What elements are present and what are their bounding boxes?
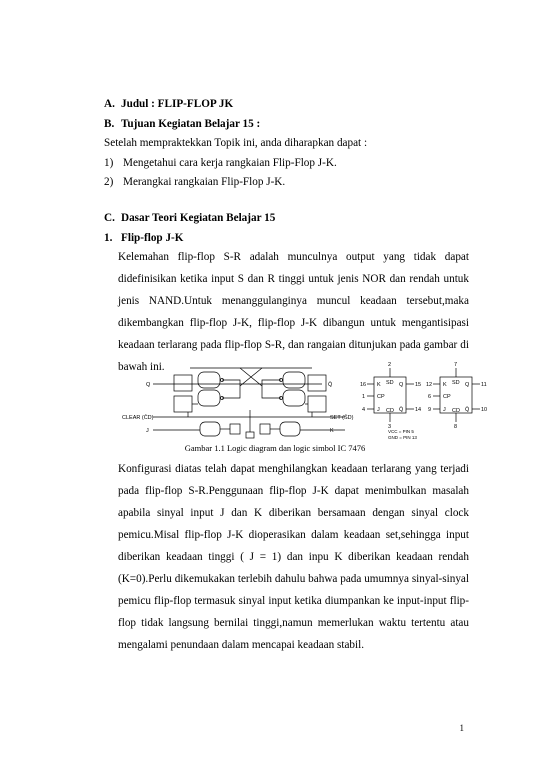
subsection-title: Flip-flop J-K — [121, 232, 184, 244]
section-a-letter: A. — [104, 98, 115, 110]
ic1-j-label: J — [377, 407, 380, 413]
k-input-label: K — [330, 428, 334, 434]
ic1-pin-qbar: 14 — [415, 407, 422, 413]
paragraph1-line: bawah ini. — [118, 361, 165, 373]
ic2-j-label: J — [443, 407, 446, 413]
ic2-k-label: K — [443, 382, 447, 388]
ic1-q-label: Q — [399, 382, 404, 388]
ic1-pin-j: 4 — [362, 407, 366, 413]
paragraph2-line: apabila sinyal input J dan K diberikan bersamaan dengan sinyal clock — [118, 507, 469, 519]
goal-2-number: 2) — [104, 176, 114, 188]
paragraph2-line: (K=0).Perlu dikemukakan terlebih dahulu bahwa pada umumnya sinyal-sinyal — [118, 573, 469, 585]
goal-1-number: 1) — [104, 157, 114, 169]
set-input-label: SET (S̄D) — [330, 415, 354, 421]
paragraph2-line: pemicu flip-flop termasuk sinyal input ketika diumpankan ke input-input flip- — [118, 595, 469, 607]
ic1-cp-label: CP — [377, 394, 385, 400]
power-note-vcc: VCC = PIN 5 — [388, 429, 414, 434]
paragraph1-line: dikembangkan flip-flop J-K, flip-flop J-K dibangun untuk mengantisipasi — [118, 317, 469, 329]
ic2-pin-bottom: 8 — [454, 424, 458, 430]
ic1-pin-q: 15 — [415, 382, 422, 388]
ic1-cd-label: CD — [386, 408, 394, 414]
clear-input-label: CLEAR (C̄D) — [122, 415, 154, 421]
paragraph2-line: mengalami penundaan dalam mencapai keadaan stabil. — [118, 639, 365, 651]
section-b-title: Tujuan Kegiatan Belajar 15 : — [121, 118, 261, 130]
paragraph1-line: jenis NAND.Untuk menanggulanginya muncul keadaan tersebut,maka — [118, 295, 469, 307]
ic1-sd-label: SD — [386, 380, 394, 386]
q-output-label: Q — [146, 382, 151, 388]
ic2-pin-q: 11 — [481, 382, 487, 388]
ic1-qbar-label: Q̄ — [399, 407, 404, 413]
j-input-label: J — [146, 428, 149, 434]
ic1-pin-cp: 1 — [362, 394, 366, 400]
goal-2-text: Merangkai rangkaian Flip-Flop J-K. — [123, 176, 286, 188]
ic2-cd-label: CD — [452, 408, 460, 414]
ic2-qbar-label: Q̄ — [465, 407, 470, 413]
section-c-letter: C. — [104, 212, 115, 224]
intro-text: Setelah mempraktekkan Topik ini, anda diharapkan dapat : — [104, 137, 368, 149]
ic1-k-label: K — [377, 382, 381, 388]
paragraph2-line: pemicu.Misal flip-flop J-K dioperasikan dalam keadaan set,sehingga input — [118, 529, 469, 541]
ic2-cp-label: CP — [443, 394, 451, 400]
paragraph1-line: keadaan terlarang pada flip-flop S-R, dan rangaian ditunjukan pada gambar di — [118, 339, 469, 351]
paragraph2-line: flop tidak langsung bernilai tinggi,namun memerlukan waktu tertentu atau — [118, 617, 469, 629]
paragraph2-line: Konfigurasi diatas telah dapat menghilangkan keadaan terlarang yang terjadi — [118, 463, 469, 475]
section-b-letter: B. — [104, 118, 115, 130]
paragraph2-line: pada flip-flop S-R.Penggunaan flip-flop J-K dapat menimbulkan masalah — [118, 485, 469, 497]
ic2-pin-top: 7 — [454, 362, 458, 368]
page-number: 1 — [459, 723, 464, 733]
section-a-title: Judul : FLIP-FLOP JK — [121, 98, 234, 110]
paragraph1-line: Kelemahan flip-flop S-R adalah munculnya output yang tidak dapat — [118, 251, 469, 263]
ic2-q-label: Q — [465, 382, 470, 388]
paragraph1-line: didefinisikan ketika input S dan R tinggi untuk jenis NOR dan rendah untuk — [118, 273, 469, 285]
section-c-title: Dasar Teori Kegiatan Belajar 15 — [121, 212, 276, 224]
ic2-sd-label: SD — [452, 380, 460, 386]
ic2-pin-cp: 6 — [428, 394, 432, 400]
ic2-pin-qbar: 10 — [481, 407, 488, 413]
ic2-pin-j: 9 — [428, 407, 432, 413]
ic1-pin-bottom: 3 — [388, 424, 392, 430]
qbar-output-label: Q̄ — [328, 382, 333, 388]
figure-caption: Gambar 1.1 Logic diagram dan logic simbol IC 7476 — [184, 443, 366, 453]
power-note-gnd: GND = PIN 13 — [388, 435, 417, 440]
paragraph2-line: diberikan keadaan tinggi ( J = 1) dan inpu K diberikan keadaan rendah — [118, 551, 469, 563]
ic1-pin-k: 16 — [360, 382, 367, 388]
ic2-pin-k: 12 — [426, 382, 433, 388]
ic1-pin-top: 2 — [388, 362, 392, 368]
goal-1-text: Mengetahui cara kerja rangkaian Flip-Flop J-K. — [123, 157, 337, 169]
subsection-number: 1. — [104, 232, 113, 244]
